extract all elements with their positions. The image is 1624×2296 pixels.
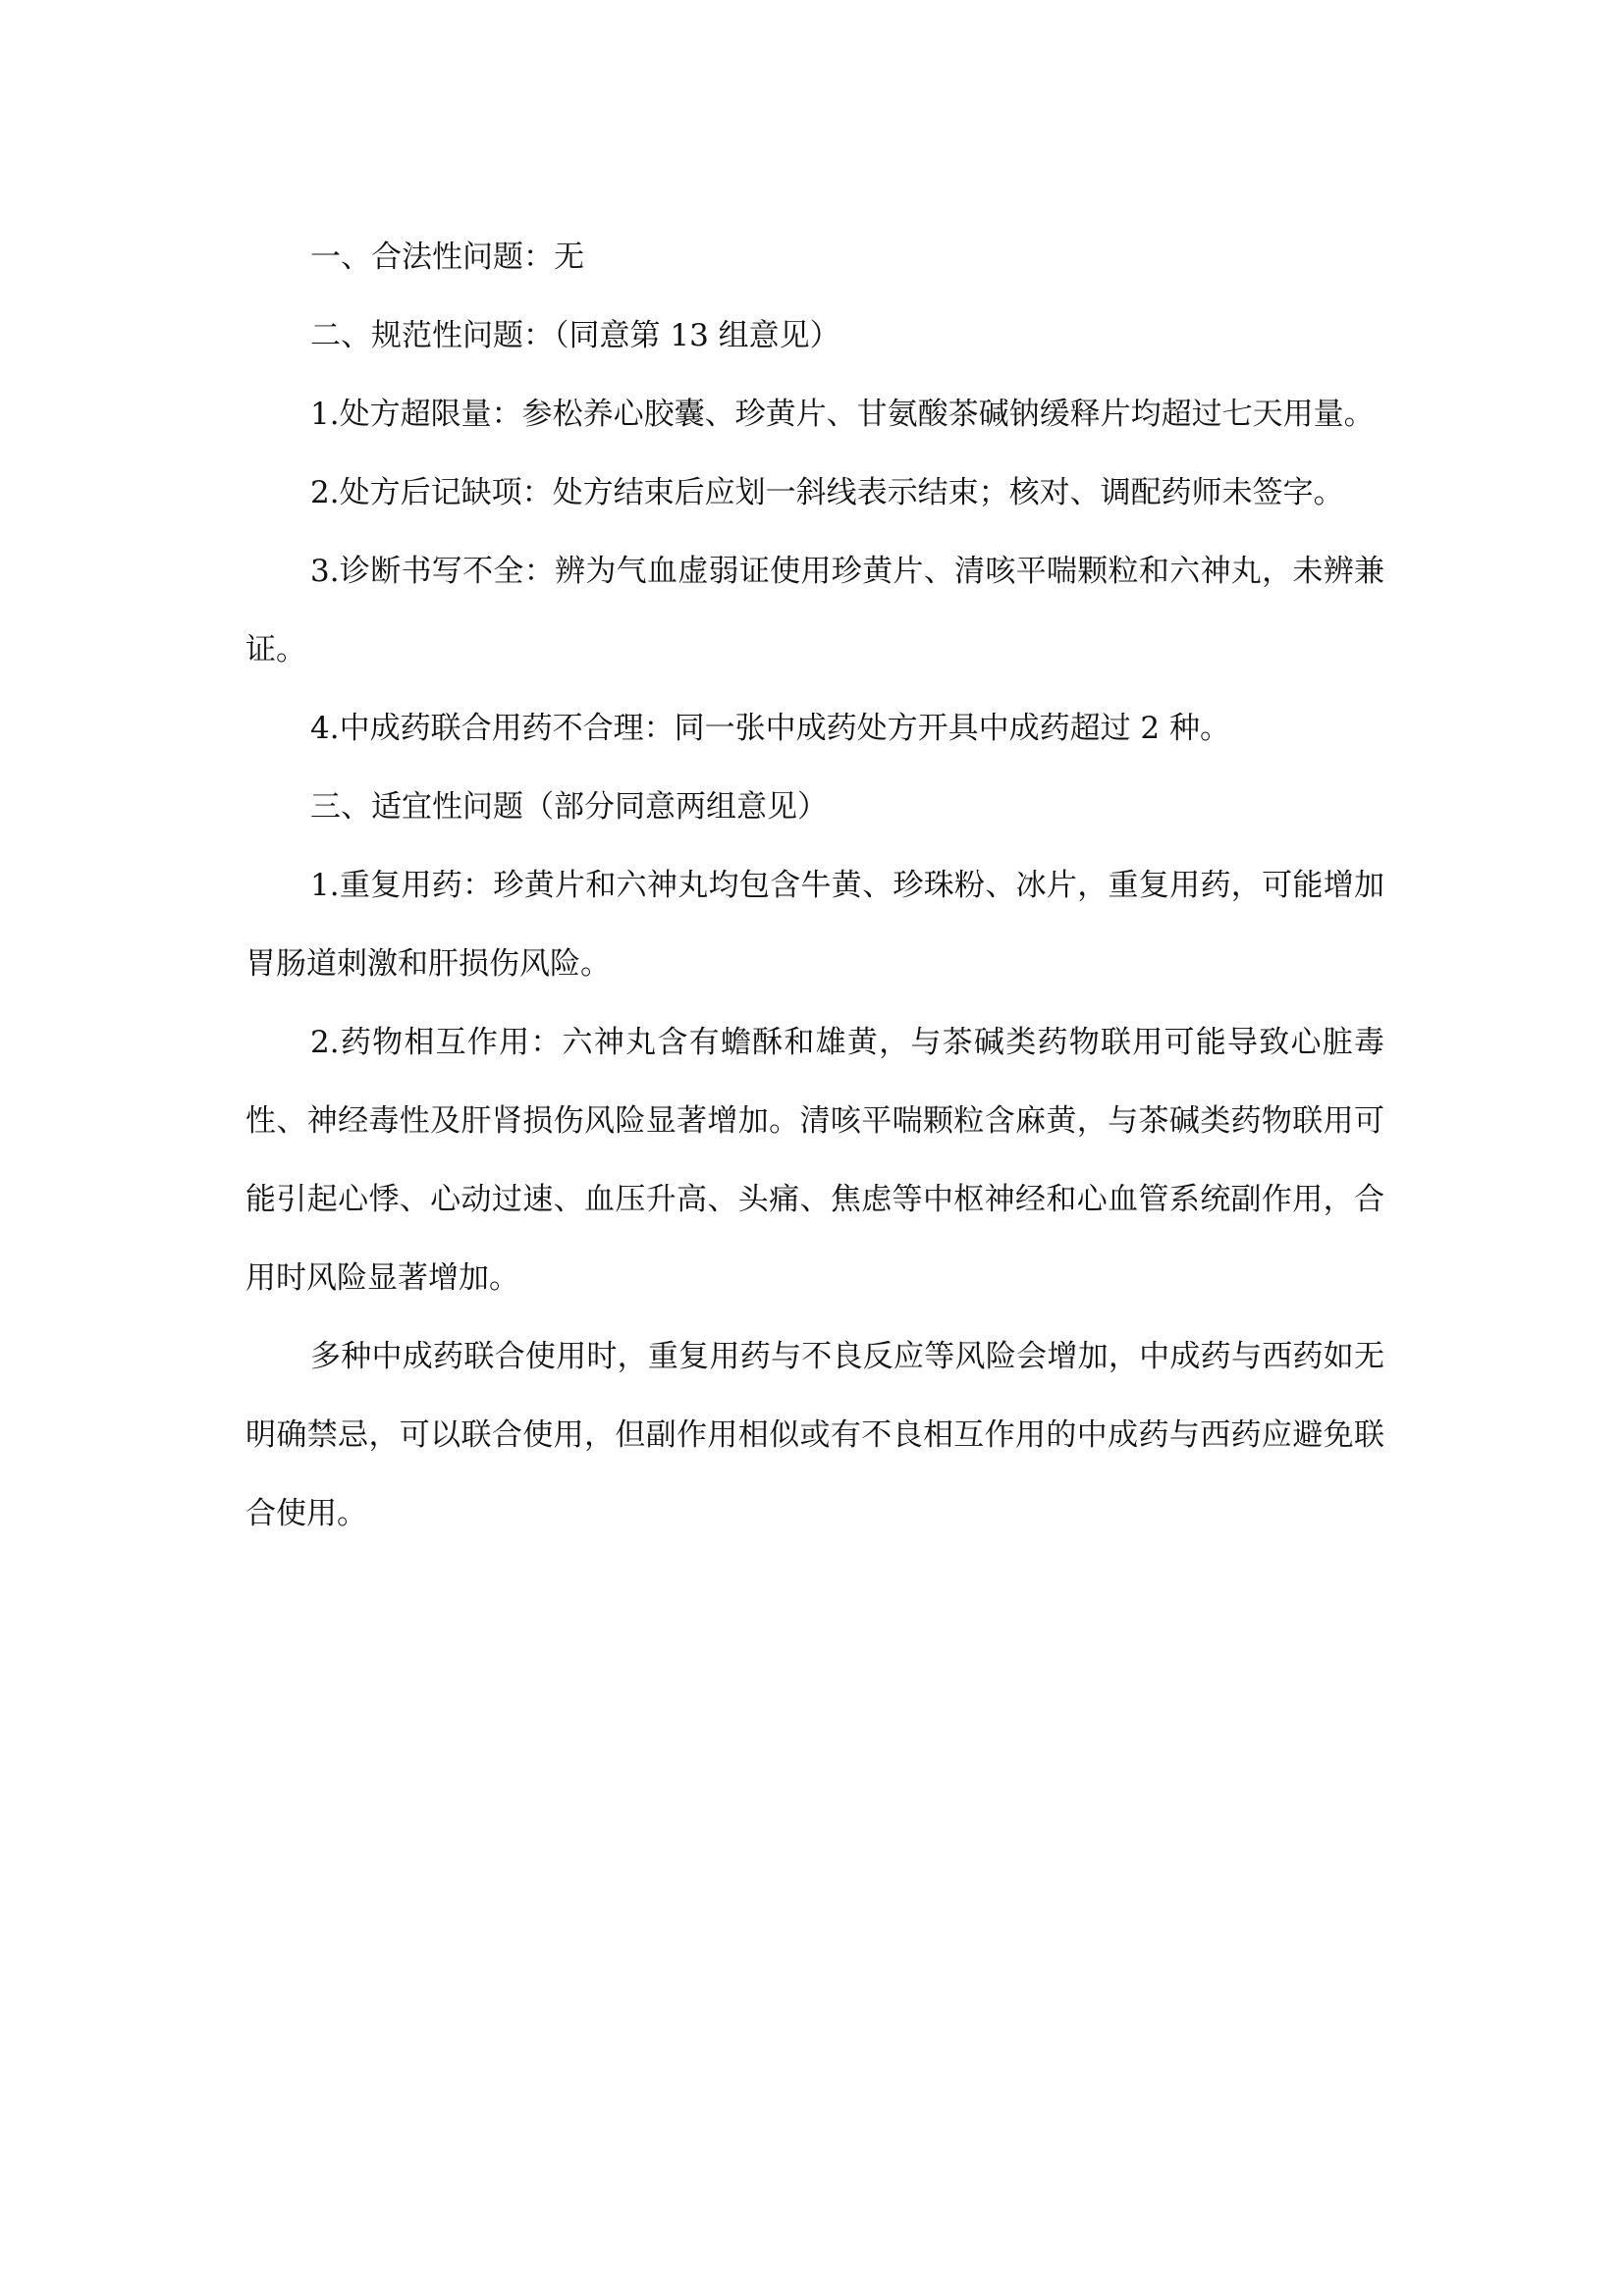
item-unreasonable-combination: 4.中成药联合用药不合理：同一张中成药处方开具中成药超过 2 种。	[310, 711, 1231, 746]
item-duplicate-medication: 1.重复用药：珍黄片和六神丸均包含牛黄、珍珠粉、冰片，重复用药，可能增加胃肠道刺激和肝损伤风险。	[245, 868, 1384, 982]
section-appropriateness: 三、适宜性问题（部分同意两组意见）	[310, 789, 828, 825]
item-missing-postscript: 2.处方后记缺项：处方结束后应划一斜线表示结束；核对、调配药师未签字。	[310, 475, 1344, 510]
item-overlimit-dosage: 1.处方超限量：参松养心胶囊、珍黄片、甘氨酸茶碱钠缓释片均超过七天用量。	[310, 397, 1375, 432]
item-incomplete-diagnosis: 3.诊断书写不全：辨为气血虚弱证使用珍黄片、清咳平喘颗粒和六神丸，未辨兼证。	[245, 554, 1384, 667]
document-body	[245, 218, 1384, 1553]
item-drug-interaction: 2.药物相互作用：六神丸含有蟾酥和雄黄，与茶碱类药物联用可能导致心脏毒性、神经毒性及肝肾损伤风险显著增加。清咳平喘颗粒含麻黄，与茶碱类药物联用可能引起心悸、心动过速、血压升高、头痛、焦虑等中枢神经和心血管系统副作用，合用时风险显著增加。	[245, 1025, 1384, 1296]
section-legality: 一、合法性问题：无	[310, 240, 584, 275]
summary-paragraph: 多种中成药联合使用时，重复用药与不良反应等风险会增加，中成药与西药如无明确禁忌，可以联合使用，但副作用相似或有不良相互作用的中成药与西药应避免联合使用。	[245, 1339, 1384, 1531]
section-standardization: 二、规范性问题：（同意第 13 组意见）	[310, 318, 840, 353]
